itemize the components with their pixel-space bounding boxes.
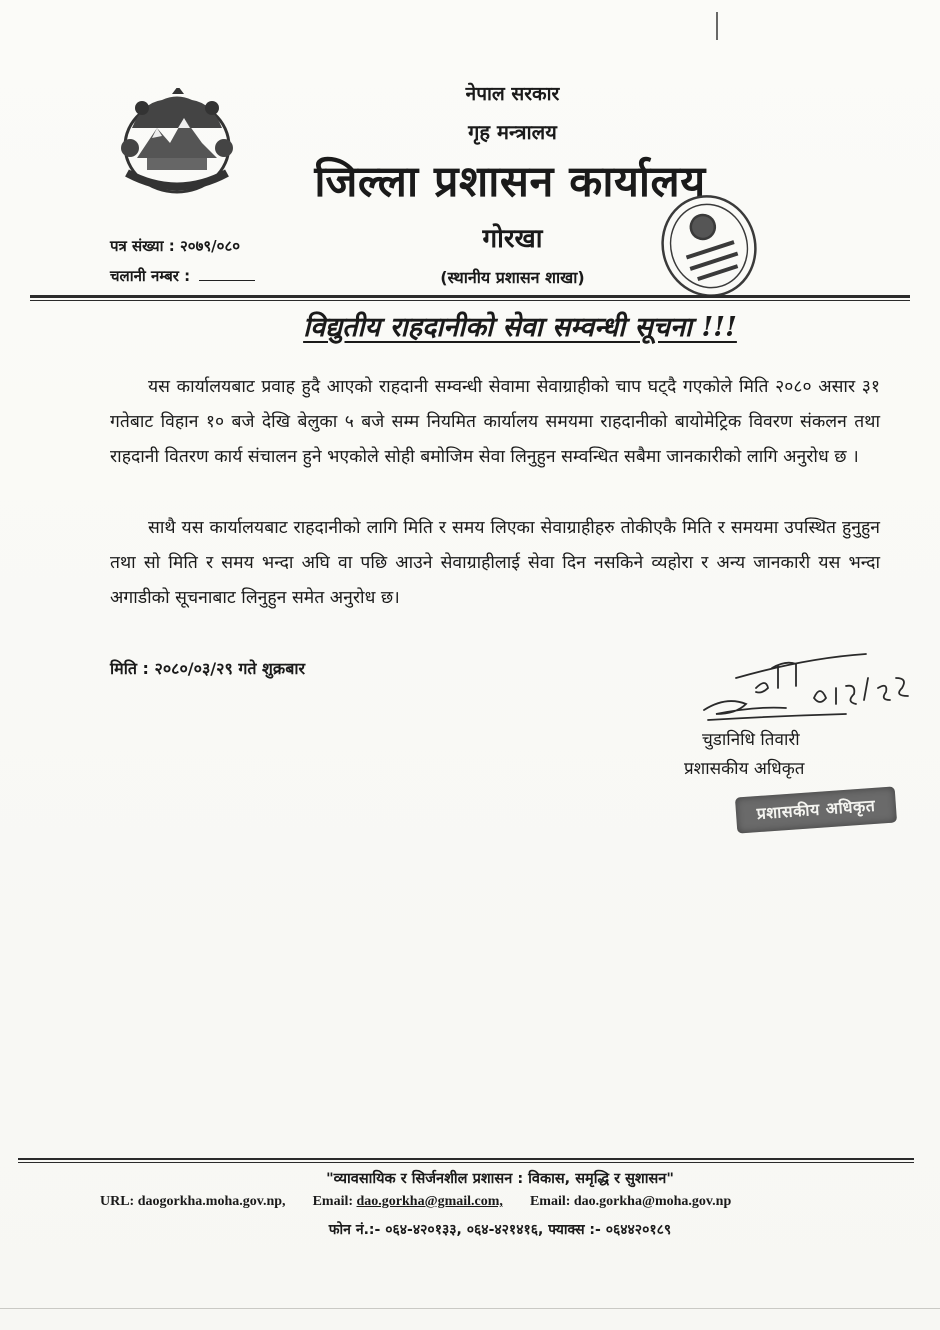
dispatch-number-blank <box>199 266 255 281</box>
scan-mark <box>716 12 718 40</box>
header-divider-thin <box>30 300 910 301</box>
footer-phone-fax: फोन नं.:- ०६४-४२०१३३, ०६४-४२१४१६, फ्याक्स :- ०६४४२०१८९ <box>328 1222 672 1238</box>
footer-motto: "व्यावसायिक र सिर्जनशील प्रशासन : विकास, समृद्धि र सुशासन" <box>326 1171 674 1187</box>
email2-label: Email: <box>529 1194 571 1209</box>
scan-bottom-edge <box>0 1308 940 1309</box>
nepal-emblem-icon <box>112 88 242 203</box>
website-link[interactable]: daogorkha.moha.gov.np, <box>137 1194 286 1209</box>
district-name: गोरखा <box>482 224 543 254</box>
office-name: जिल्ला प्रशासन कार्यालय <box>314 157 706 207</box>
url-label: URL: <box>100 1194 135 1209</box>
header-divider <box>30 295 910 298</box>
office-stamp-icon <box>654 190 764 302</box>
signatory-name: चुडानिधि तिवारी <box>702 730 800 750</box>
branch-name: (स्थानीय प्रशासन शाखा) <box>440 268 585 287</box>
notice-date: मिति : २०८०/०३/२९ गते शुक्रबार <box>110 659 306 678</box>
signatory-title: प्रशासकीय अधिकृत <box>684 759 805 779</box>
letter-number-value: २०७९/०८० <box>179 237 241 255</box>
dispatch-number-label: चलानी नम्बर : <box>110 267 191 285</box>
email-gmail-link[interactable]: dao.gorkha@gmail.com, <box>356 1194 503 1209</box>
notice-title: विद्युतीय राहदानीको सेवा सम्वन्धी सूचना !!! <box>303 312 737 343</box>
email-moha-link[interactable]: dao.gorkha@moha.gov.np <box>573 1194 732 1209</box>
letter-number-label: पत्र संख्या : <box>110 237 175 255</box>
government-name: नेपाल सरकार <box>465 83 560 105</box>
ministry-name: गृह मन्त्रालय <box>468 120 557 144</box>
footer-divider <box>18 1158 914 1160</box>
email1-label: Email: <box>312 1194 354 1209</box>
dispatch-number <box>110 266 255 286</box>
notice-paragraph-1: यस कार्यालयबाट प्रवाह हुदै आएको राहदानी सम्वन्धी सेवामा सेवाग्राहीको चाप घट्दै गएकोले मिति २०८० असार ३१ गतेबाट विहान १० बजे देखि बेलुका ५ बजे सम्म नियमित कार्यालय समयमा राहदानीको बायोमेट्रिक विवरण संकलन तथा राहदानी वितरण कार्य संचालन हुने भएकोले सोही बमोजिम सेवा लिनुहुन सम्वन्धित सबैमा जानकारीको लागि अनुरोध छ । <box>110 377 880 467</box>
footer-divider-thin <box>18 1162 914 1163</box>
letter-number <box>110 236 240 256</box>
notice-paragraph-2: साथै यस कार्यालयबाट राहदानीको लागि मिति र समय लिएका सेवाग्राहीहरु तोकीएकै मिति र समयमा उपस्थित हुनुहुन तथा सो मिति र समय भन्दा अघि वा पछि आउने सेवाग्राहीलाई सेवा दिन नसकिने व्यहोरा र अन्य जानकारी यस भन्दा अगाडीको सूचनाबाट लिनुहुन समेत अनुरोध छ। <box>110 518 880 608</box>
handwritten-signature <box>696 648 921 726</box>
footer-contacts <box>100 1194 860 1210</box>
signatory-seal: प्रशासकीय अधिकृत <box>735 786 897 833</box>
